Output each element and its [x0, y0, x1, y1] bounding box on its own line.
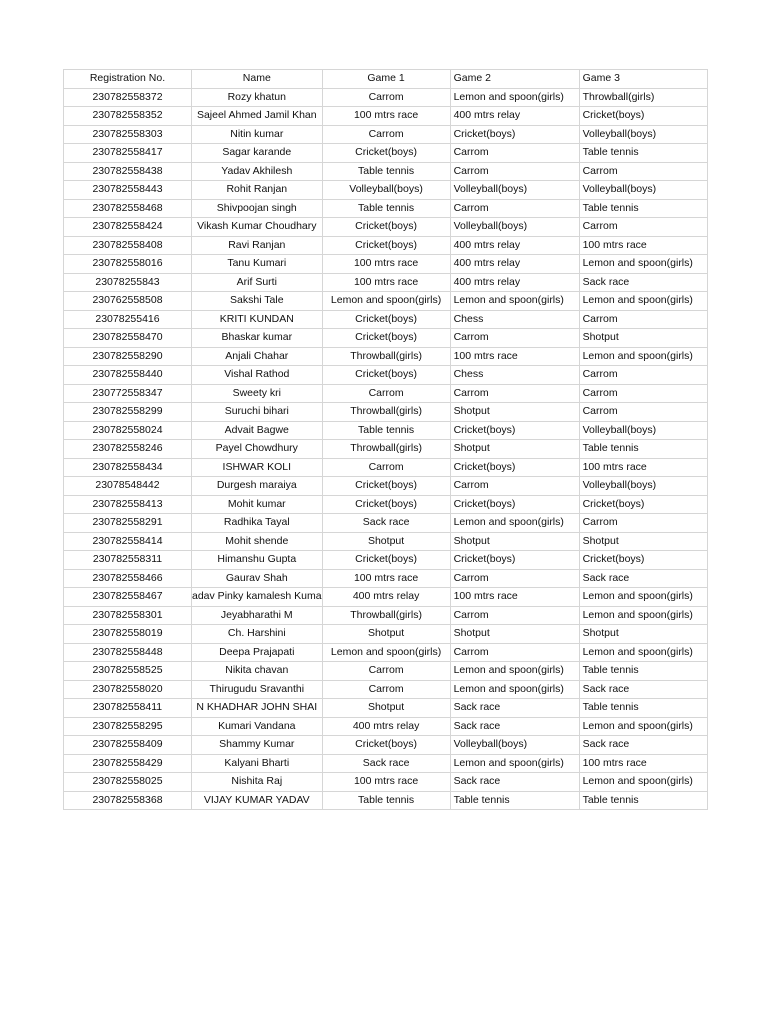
table-row	[64, 440, 708, 459]
table-row	[64, 144, 708, 163]
name-cell: Nitin kumar	[192, 125, 323, 144]
game-1-cell: Throwball(girls)	[322, 403, 450, 422]
registration-no-cell: 230782558414	[64, 532, 192, 551]
registration-no-cell: 230782558429	[64, 754, 192, 773]
registration-no-cell: 230782558019	[64, 625, 192, 644]
table-row	[64, 236, 708, 255]
header-row	[64, 70, 708, 89]
game-2-cell: Cricket(boys)	[450, 495, 579, 514]
table-row	[64, 643, 708, 662]
registration-no-cell: 230762558508	[64, 292, 192, 311]
game-3-cell: Carrom	[579, 310, 707, 329]
game-1-cell: Carrom	[322, 88, 450, 107]
name-cell: Durgesh maraiya	[192, 477, 323, 496]
game-2-cell: Shotput	[450, 403, 579, 422]
table-row	[64, 514, 708, 533]
game-3-cell: Lemon and spoon(girls)	[579, 773, 707, 792]
game-2-cell: Carrom	[450, 606, 579, 625]
name-cell: Rozy khatun	[192, 88, 323, 107]
game-3-cell: Carrom	[579, 366, 707, 385]
name-cell: Nikita chavan	[192, 662, 323, 681]
name-cell: Sweety kri	[192, 384, 323, 403]
game-3-cell: 100 mtrs race	[579, 754, 707, 773]
game-1-cell: Cricket(boys)	[322, 310, 450, 329]
registration-no-cell: 23078255843	[64, 273, 192, 292]
name-cell: Shivpoojan singh	[192, 199, 323, 218]
table-row	[64, 255, 708, 274]
game-2-cell: Sack race	[450, 717, 579, 736]
game-1-cell: Cricket(boys)	[322, 366, 450, 385]
game-3-cell: Carrom	[579, 218, 707, 237]
table-row	[64, 717, 708, 736]
table-row	[64, 199, 708, 218]
table-row	[64, 662, 708, 681]
registration-no-cell: 23078548442	[64, 477, 192, 496]
game-3-cell: Table tennis	[579, 699, 707, 718]
game-2-cell: Carrom	[450, 162, 579, 181]
table-row	[64, 107, 708, 126]
name-cell: Himanshu Gupta	[192, 551, 323, 570]
game-1-cell: Cricket(boys)	[322, 236, 450, 255]
name-cell: Mohit kumar	[192, 495, 323, 514]
registration-no-cell: 230782558295	[64, 717, 192, 736]
table-row	[64, 495, 708, 514]
game-3-cell: Throwball(girls)	[579, 88, 707, 107]
game-3-cell: Carrom	[579, 403, 707, 422]
registration-no-cell: 230782558467	[64, 588, 192, 607]
game-3-cell: Cricket(boys)	[579, 495, 707, 514]
table-row	[64, 181, 708, 200]
name-cell: Tanu Kumari	[192, 255, 323, 274]
registration-no-cell: 230782558024	[64, 421, 192, 440]
name-cell: Sajeel Ahmed Jamil Khan	[192, 107, 323, 126]
name-cell: Ch. Harshini	[192, 625, 323, 644]
name-cell: Advait Bagwe	[192, 421, 323, 440]
name-cell: Vikash Kumar Choudhary	[192, 218, 323, 237]
table-row	[64, 569, 708, 588]
game-1-cell: Sack race	[322, 514, 450, 533]
game-3-cell: Table tennis	[579, 199, 707, 218]
game-3-cell: Lemon and spoon(girls)	[579, 292, 707, 311]
name-cell: Vishal Rathod	[192, 366, 323, 385]
table-row	[64, 699, 708, 718]
table-row	[64, 218, 708, 237]
game-1-cell: Cricket(boys)	[322, 736, 450, 755]
game-1-cell: Shotput	[322, 625, 450, 644]
name-cell: Anjali Chahar	[192, 347, 323, 366]
game-1-cell: Carrom	[322, 680, 450, 699]
game-1-cell: Cricket(boys)	[322, 144, 450, 163]
header-game-1: Game 1	[322, 70, 450, 89]
table-header	[64, 70, 708, 89]
game-1-cell: Table tennis	[322, 791, 450, 810]
game-3-cell: Table tennis	[579, 791, 707, 810]
game-2-cell: Volleyball(boys)	[450, 736, 579, 755]
table-row	[64, 773, 708, 792]
registration-no-cell: 230782558303	[64, 125, 192, 144]
game-2-cell: Carrom	[450, 329, 579, 348]
name-cell: Deepa Prajapati	[192, 643, 323, 662]
game-1-cell: Volleyball(boys)	[322, 181, 450, 200]
name-cell: adav Pinky kamalesh Kuma	[192, 588, 323, 607]
game-2-cell: 400 mtrs relay	[450, 236, 579, 255]
game-2-cell: Cricket(boys)	[450, 421, 579, 440]
game-1-cell: Carrom	[322, 662, 450, 681]
game-2-cell: 400 mtrs relay	[450, 273, 579, 292]
game-1-cell: Carrom	[322, 458, 450, 477]
game-2-cell: Carrom	[450, 569, 579, 588]
registration-no-cell: 230782558413	[64, 495, 192, 514]
table-row	[64, 458, 708, 477]
game-3-cell: Sack race	[579, 680, 707, 699]
table-row	[64, 588, 708, 607]
name-cell: Rohit Ranjan	[192, 181, 323, 200]
game-2-cell: Sack race	[450, 699, 579, 718]
game-1-cell: Shotput	[322, 532, 450, 551]
game-2-cell: Carrom	[450, 144, 579, 163]
game-3-cell: Table tennis	[579, 662, 707, 681]
table-row	[64, 736, 708, 755]
game-3-cell: Carrom	[579, 384, 707, 403]
registration-no-cell: 230782558368	[64, 791, 192, 810]
game-2-cell: Lemon and spoon(girls)	[450, 680, 579, 699]
registration-no-cell: 23078255416	[64, 310, 192, 329]
game-2-cell: Cricket(boys)	[450, 125, 579, 144]
registration-no-cell: 230782558291	[64, 514, 192, 533]
game-2-cell: 400 mtrs relay	[450, 107, 579, 126]
game-2-cell: Shotput	[450, 440, 579, 459]
registration-no-cell: 230782558470	[64, 329, 192, 348]
registration-no-cell: 230782558352	[64, 107, 192, 126]
game-3-cell: Shotput	[579, 625, 707, 644]
registration-no-cell: 230782558417	[64, 144, 192, 163]
table-row	[64, 366, 708, 385]
registration-no-cell: 230782558025	[64, 773, 192, 792]
game-2-cell: Lemon and spoon(girls)	[450, 662, 579, 681]
registration-no-cell: 230782558020	[64, 680, 192, 699]
game-3-cell: Volleyball(boys)	[579, 125, 707, 144]
game-3-cell: Shotput	[579, 329, 707, 348]
table-row	[64, 384, 708, 403]
name-cell: N KHADHAR JOHN SHAI	[192, 699, 323, 718]
game-1-cell: 100 mtrs race	[322, 273, 450, 292]
registration-no-cell: 230782558468	[64, 199, 192, 218]
table-row	[64, 88, 708, 107]
game-3-cell: Volleyball(boys)	[579, 181, 707, 200]
game-2-cell: Volleyball(boys)	[450, 218, 579, 237]
game-2-cell: 100 mtrs race	[450, 588, 579, 607]
name-cell: Gaurav Shah	[192, 569, 323, 588]
game-1-cell: Carrom	[322, 384, 450, 403]
table-row	[64, 310, 708, 329]
game-3-cell: Sack race	[579, 273, 707, 292]
name-cell: Bhaskar kumar	[192, 329, 323, 348]
name-cell: Shammy Kumar	[192, 736, 323, 755]
registration-no-cell: 230782558299	[64, 403, 192, 422]
game-3-cell: Volleyball(boys)	[579, 477, 707, 496]
game-2-cell: 100 mtrs race	[450, 347, 579, 366]
registration-no-cell: 230782558016	[64, 255, 192, 274]
name-cell: ISHWAR KOLI	[192, 458, 323, 477]
registration-no-cell: 230782558409	[64, 736, 192, 755]
table-body	[64, 88, 708, 810]
name-cell: Thirugudu Sravanthi	[192, 680, 323, 699]
table-row	[64, 680, 708, 699]
header-game-2: Game 2	[450, 70, 579, 89]
game-2-cell: Shotput	[450, 625, 579, 644]
table-row	[64, 606, 708, 625]
game-2-cell: Carrom	[450, 384, 579, 403]
game-1-cell: Sack race	[322, 754, 450, 773]
game-1-cell: Cricket(boys)	[322, 495, 450, 514]
game-3-cell: 100 mtrs race	[579, 236, 707, 255]
game-1-cell: Lemon and spoon(girls)	[322, 643, 450, 662]
registration-no-cell: 230782558246	[64, 440, 192, 459]
game-2-cell: Table tennis	[450, 791, 579, 810]
game-2-cell: Lemon and spoon(girls)	[450, 88, 579, 107]
table-row	[64, 551, 708, 570]
game-3-cell: Lemon and spoon(girls)	[579, 643, 707, 662]
game-3-cell: Lemon and spoon(girls)	[579, 347, 707, 366]
header-game-3: Game 3	[579, 70, 707, 89]
name-cell: Jeyabharathi M	[192, 606, 323, 625]
game-2-cell: Volleyball(boys)	[450, 181, 579, 200]
table-row	[64, 273, 708, 292]
game-1-cell: Cricket(boys)	[322, 477, 450, 496]
game-1-cell: Throwball(girls)	[322, 440, 450, 459]
name-cell: Kumari Vandana	[192, 717, 323, 736]
registration-no-cell: 230782558372	[64, 88, 192, 107]
game-2-cell: Lemon and spoon(girls)	[450, 514, 579, 533]
game-1-cell: Throwball(girls)	[322, 347, 450, 366]
game-1-cell: 100 mtrs race	[322, 255, 450, 274]
game-2-cell: Chess	[450, 310, 579, 329]
game-3-cell: Cricket(boys)	[579, 107, 707, 126]
game-3-cell: Sack race	[579, 736, 707, 755]
table-row	[64, 125, 708, 144]
table-row	[64, 292, 708, 311]
game-2-cell: Shotput	[450, 532, 579, 551]
registration-no-cell: 230782558408	[64, 236, 192, 255]
table-row	[64, 625, 708, 644]
game-2-cell: Cricket(boys)	[450, 551, 579, 570]
name-cell: Sakshi Tale	[192, 292, 323, 311]
table-row	[64, 162, 708, 181]
registration-table	[63, 69, 708, 810]
game-2-cell: Lemon and spoon(girls)	[450, 292, 579, 311]
table-row	[64, 754, 708, 773]
game-3-cell: Lemon and spoon(girls)	[579, 606, 707, 625]
registration-no-cell: 230782558411	[64, 699, 192, 718]
registration-no-cell: 230782558448	[64, 643, 192, 662]
registration-no-cell: 230782558311	[64, 551, 192, 570]
table-row	[64, 477, 708, 496]
registration-no-cell: 230782558434	[64, 458, 192, 477]
game-3-cell: Carrom	[579, 162, 707, 181]
table-row	[64, 532, 708, 551]
name-cell: Radhika Tayal	[192, 514, 323, 533]
name-cell: Sagar karande	[192, 144, 323, 163]
game-1-cell: Throwball(girls)	[322, 606, 450, 625]
game-1-cell: Cricket(boys)	[322, 218, 450, 237]
name-cell: Ravi Ranjan	[192, 236, 323, 255]
game-2-cell: Carrom	[450, 477, 579, 496]
game-1-cell: Lemon and spoon(girls)	[322, 292, 450, 311]
game-3-cell: Table tennis	[579, 144, 707, 163]
game-3-cell: Table tennis	[579, 440, 707, 459]
name-cell: Nishita Raj	[192, 773, 323, 792]
name-cell: Mohit shende	[192, 532, 323, 551]
registration-no-cell: 230782558438	[64, 162, 192, 181]
registration-no-cell: 230782558290	[64, 347, 192, 366]
game-3-cell: Cricket(boys)	[579, 551, 707, 570]
game-2-cell: Sack race	[450, 773, 579, 792]
game-2-cell: Carrom	[450, 199, 579, 218]
game-3-cell: Carrom	[579, 514, 707, 533]
game-1-cell: Table tennis	[322, 421, 450, 440]
name-cell: Arif Surti	[192, 273, 323, 292]
game-1-cell: Cricket(boys)	[322, 551, 450, 570]
game-3-cell: Lemon and spoon(girls)	[579, 717, 707, 736]
table-row	[64, 791, 708, 810]
game-1-cell: Carrom	[322, 125, 450, 144]
game-3-cell: Sack race	[579, 569, 707, 588]
name-cell: Yadav Akhilesh	[192, 162, 323, 181]
registration-no-cell: 230782558443	[64, 181, 192, 200]
table-row	[64, 421, 708, 440]
game-1-cell: Shotput	[322, 699, 450, 718]
registration-no-cell: 230772558347	[64, 384, 192, 403]
game-3-cell: Volleyball(boys)	[579, 421, 707, 440]
game-3-cell: Shotput	[579, 532, 707, 551]
name-cell: Payel Chowdhury	[192, 440, 323, 459]
game-3-cell: Lemon and spoon(girls)	[579, 588, 707, 607]
registration-no-cell: 230782558301	[64, 606, 192, 625]
table-row	[64, 347, 708, 366]
game-2-cell: Carrom	[450, 643, 579, 662]
game-1-cell: 100 mtrs race	[322, 569, 450, 588]
table-row	[64, 403, 708, 422]
game-1-cell: 400 mtrs relay	[322, 717, 450, 736]
registration-no-cell: 230782558424	[64, 218, 192, 237]
game-3-cell: 100 mtrs race	[579, 458, 707, 477]
registration-no-cell: 230782558525	[64, 662, 192, 681]
game-1-cell: 100 mtrs race	[322, 773, 450, 792]
game-1-cell: 100 mtrs race	[322, 107, 450, 126]
table-row	[64, 329, 708, 348]
game-1-cell: Table tennis	[322, 199, 450, 218]
name-cell: Kalyani Bharti	[192, 754, 323, 773]
name-cell: VIJAY KUMAR YADAV	[192, 791, 323, 810]
registration-no-cell: 230782558466	[64, 569, 192, 588]
game-1-cell: Cricket(boys)	[322, 329, 450, 348]
game-2-cell: 400 mtrs relay	[450, 255, 579, 274]
game-1-cell: Table tennis	[322, 162, 450, 181]
game-2-cell: Lemon and spoon(girls)	[450, 754, 579, 773]
game-2-cell: Cricket(boys)	[450, 458, 579, 477]
game-1-cell: 400 mtrs relay	[322, 588, 450, 607]
header-name: Name	[192, 70, 323, 89]
game-2-cell: Chess	[450, 366, 579, 385]
name-cell: Suruchi bihari	[192, 403, 323, 422]
header-registration-no: Registration No.	[64, 70, 192, 89]
registration-no-cell: 230782558440	[64, 366, 192, 385]
game-3-cell: Lemon and spoon(girls)	[579, 255, 707, 274]
name-cell: KRITI KUNDAN	[192, 310, 323, 329]
